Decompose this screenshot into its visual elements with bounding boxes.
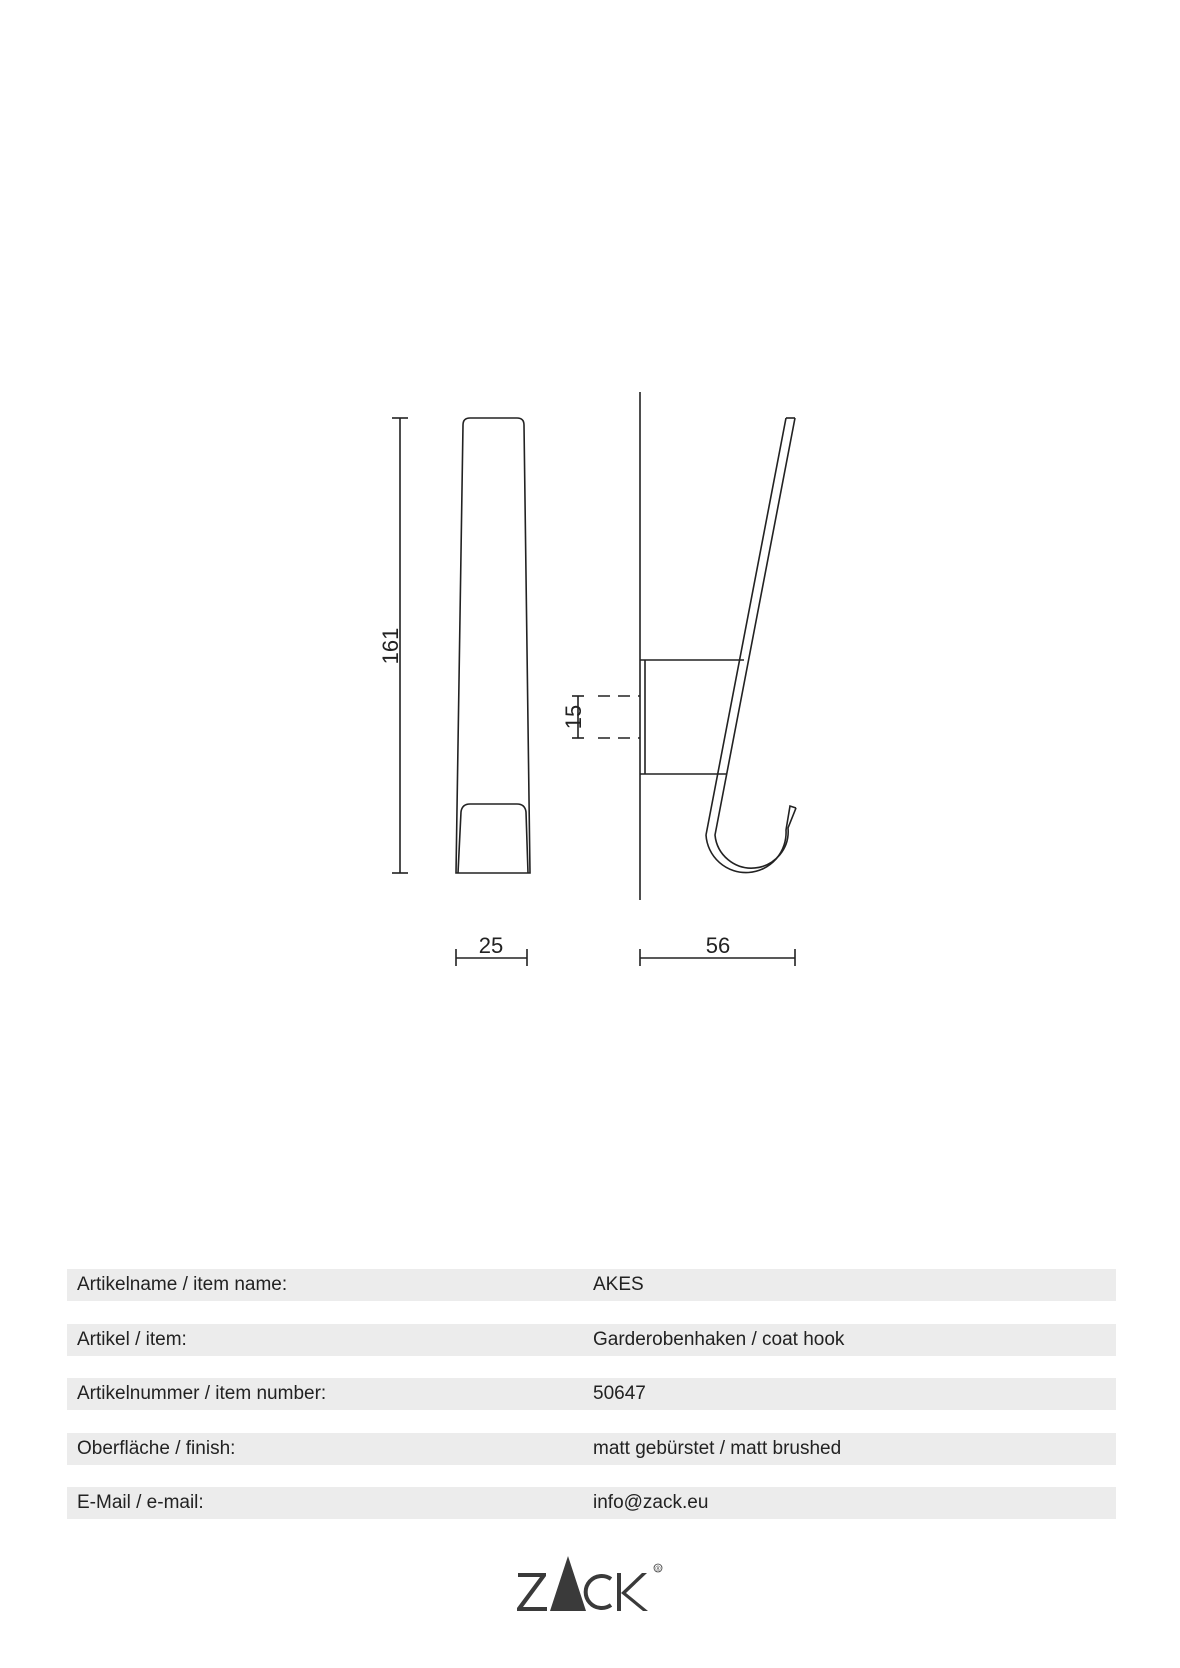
mount-spacing-dimension-label: 15 [561,704,586,730]
spec-table [67,1269,1116,1542]
spec-value: matt gebürstet / matt brushed [593,1437,842,1459]
spec-row-item [67,1324,1116,1356]
height-dimension-label: 161 [378,627,403,665]
spec-row-email [67,1487,1116,1519]
spec-label: Artikelname / item name: [77,1274,288,1295]
spec-value: AKES [593,1274,644,1295]
spec-value: 50647 [593,1383,646,1404]
spec-row-item-name [67,1269,1116,1301]
spec-value: info@zack.eu [593,1492,709,1513]
zack-logo [516,1553,666,1613]
spec-label: Artikelnummer / item number: [77,1383,327,1404]
spec-value: Garderobenhaken / coat hook [593,1328,845,1350]
hook-profile [706,418,796,868]
spec-row-item-number [67,1378,1116,1410]
width-dimension-label: 25 [478,933,504,958]
spec-row-finish [67,1433,1116,1465]
depth-dimension-label: 56 [705,933,731,958]
spec-label: E-Mail / e-mail: [77,1492,204,1513]
spec-label: Oberfläche / finish: [77,1437,236,1459]
front-view-base-cap [458,804,528,873]
spec-label: Artikel / item: [77,1328,187,1350]
registered-mark: ® [655,1566,661,1573]
